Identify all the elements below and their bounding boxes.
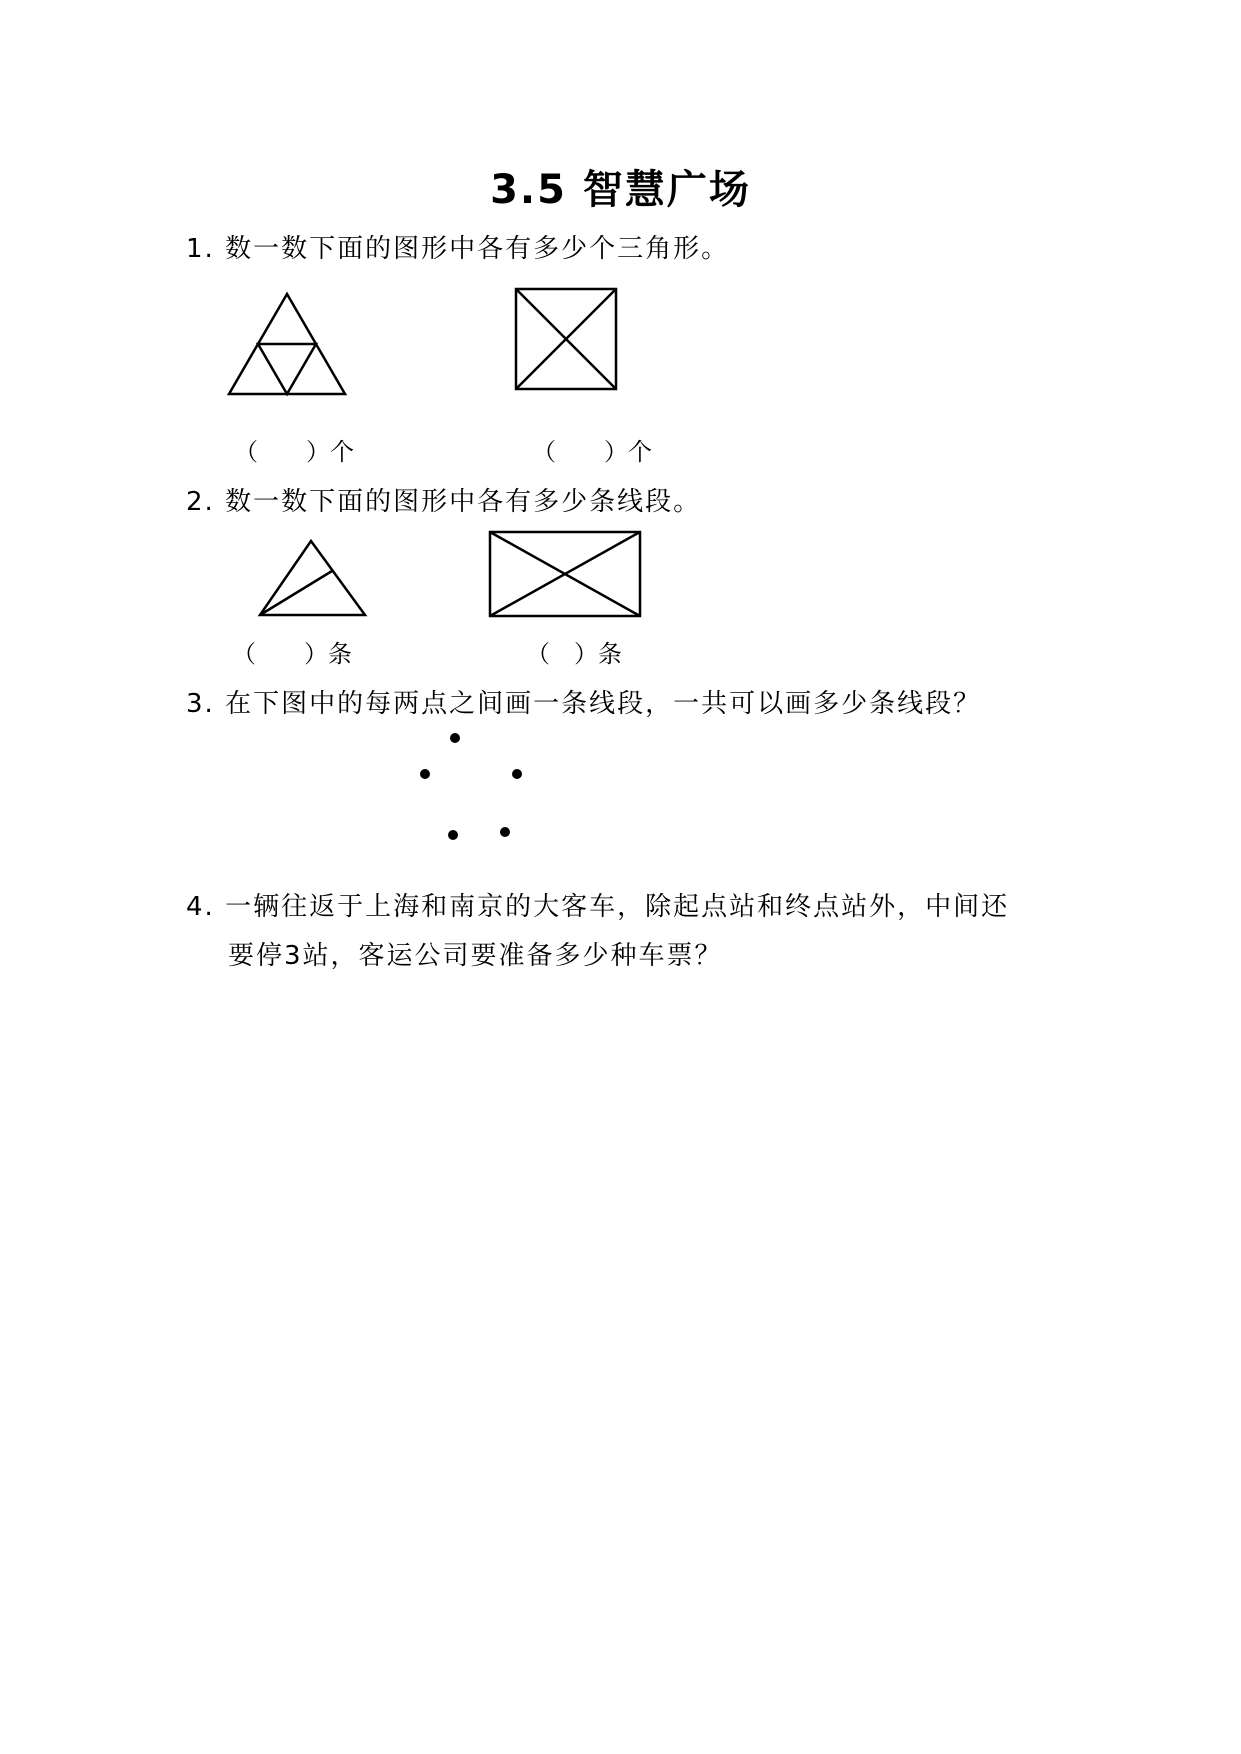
question-1-text: 1. 数一数下面的图形中各有多少个三角形。 — [186, 234, 730, 264]
question-3-text: 3. 在下图中的每两点之间画一条线段，一共可以画多少条线段？ — [186, 689, 982, 719]
dot — [448, 830, 458, 840]
dot — [450, 733, 460, 743]
answer-blank-triangles-2[interactable]: （ ）个 — [532, 438, 652, 466]
answer-blank-segments-2[interactable]: （ ）条 — [526, 640, 622, 668]
question-2-text: 2. 数一数下面的图形中各有多少条线段。 — [186, 487, 702, 517]
question-4-text-line-2: 要停3站，客运公司要准备多少种车票？ — [228, 941, 723, 971]
dot — [500, 827, 510, 837]
answer-blank-triangles-1[interactable]: （ ）个 — [234, 438, 354, 466]
page-title: 3.5 智慧广场 — [490, 167, 751, 213]
question-4-text-line-1: 4. 一辆往返于上海和南京的大客车，除起点站和终点站外，中间还 — [186, 892, 1010, 922]
dot — [512, 769, 522, 779]
answer-blank-segments-1[interactable]: （ ）条 — [232, 640, 352, 668]
dot — [420, 769, 430, 779]
